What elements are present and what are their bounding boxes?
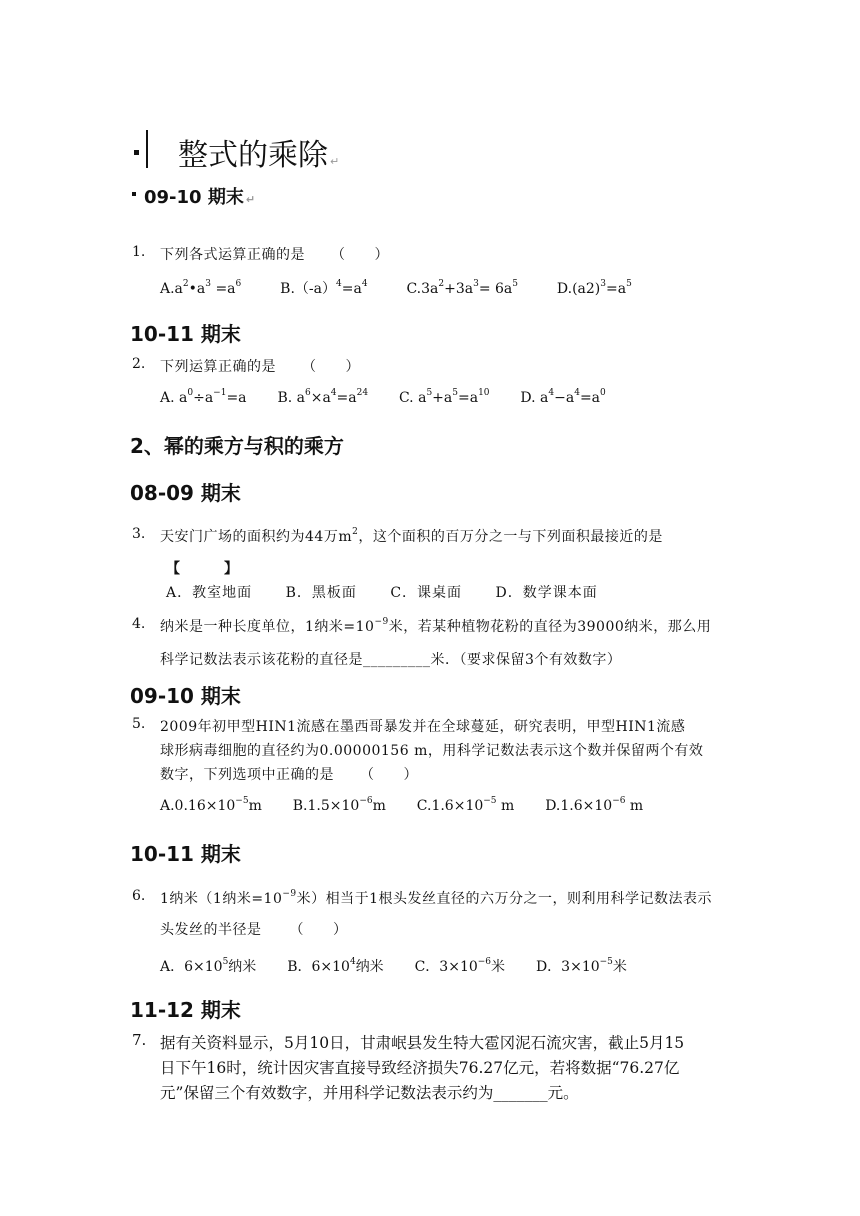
option-a: $A.a^2•a^3 =a^6$ [160, 279, 242, 297]
question-number: 6. [132, 888, 146, 904]
option-a: A．教室地面 [166, 585, 253, 601]
question-number: 2. [132, 356, 146, 372]
question-text-line: 球形病毒细胞的直径约为0.00000156 m，用科学记数法表示这个数并保留两个有效 [160, 743, 704, 759]
question-number: 1. [132, 244, 146, 260]
option-c: C. $a^5+a^5=a^{10}$ [398, 388, 490, 406]
question-text-line: 科学记数法表示该花粉的直径是_________米．（要求保留3个有效数字） [160, 652, 622, 668]
section-heading: 08-09 期末 [130, 481, 241, 505]
question-options [160, 390, 606, 406]
question-number: 4. [132, 616, 146, 632]
sub-heading: 09-10 期末 ↵ [144, 187, 256, 208]
question-text: 1纳米（1纳米$=10^{-9}$米）相当于1根头发丝直径的六万分之一，则利用科学记数法表示 [160, 889, 713, 907]
option-b: B．黑板面 [285, 585, 357, 601]
question-options [160, 956, 627, 976]
section-heading: 11-12 期末 [130, 998, 241, 1022]
question-number: 3. [132, 526, 146, 542]
question-number: 7. [132, 1031, 147, 1049]
option-a: A. $a^0\div a^{-1}=a$ [160, 388, 247, 406]
question-text-line: 日下午16时，统计因灾害直接导致经济损失76.27亿元，若将数据“76.27亿 [160, 1059, 680, 1077]
option-c: C．课桌面 [390, 585, 463, 601]
option-b: $B.(-a)^4=a^4$ [280, 279, 368, 297]
option-d: D．$3\times 10^{-5}$米 [535, 957, 627, 975]
option-a: $A.0.16\times 10^{-5}m$ [160, 796, 262, 814]
option-a: A．$6\times 10^5$纳米 [160, 957, 257, 975]
question-text: 下列各式运算正确的是 （ ） [160, 247, 389, 263]
question-options [160, 278, 632, 298]
question-text-line: 头发丝的半径是 （ ） [160, 922, 348, 938]
question-text-line: 元”保留三个有效数字，并用科学记数法表示约为_______元。 [160, 1084, 579, 1102]
subheading-bullet [132, 192, 136, 196]
question-options [166, 582, 598, 602]
section-heading: 10-11 期末 [130, 322, 241, 346]
option-d: $D.(a2)^3=a^5$ [556, 279, 632, 297]
section-heading: 2、幂的乘方与积的乘方 [130, 434, 344, 458]
option-d: D．数学课本面 [495, 585, 598, 601]
question-number: 5. [132, 716, 146, 732]
question-text: 2009年初甲型HIN1流感在墨西哥暴发并在全球蔓延，研究表明，甲型HIN1流感 [160, 719, 686, 735]
question-text-line: 数字，下列选项中正确的是 （ ） [160, 767, 418, 783]
heading-bar [146, 130, 148, 168]
question-text: 据有关资料显示，5月10日，甘肃岷县发生特大雹冈泥石流灾害，截止5月15 [160, 1034, 685, 1052]
option-b: $B.1.5\times 10^{-6}m$ [292, 796, 386, 814]
heading-bullet [134, 150, 139, 155]
page-title: 整式的乘除 ↵ [178, 138, 340, 173]
question-text: 天安门广场的面积约为44万$m^2$，这个面积的百万分之一与下列面积最接近的是 [160, 527, 663, 545]
section-heading: 09-10 期末 [130, 684, 241, 708]
option-c: C．$3\times 10^{-6}$米 [414, 957, 506, 975]
option-c: $C.3a^2+3a^3= 6a^5$ [406, 279, 518, 297]
option-c: $C.1.6\times 10^{-5}$ m [416, 796, 515, 814]
option-d: D. $a^4-a^4=a^0$ [520, 388, 606, 406]
question-text: 下列运算正确的是 （ ） [160, 359, 360, 375]
question-text: 纳米是一种长度单位，1纳米$=10^{-9}$米，若某种植物花粉的直径为39000纳米，那么用 [160, 617, 712, 635]
option-d: $D.1.6\times 10^{-6}$ m [545, 796, 644, 814]
answer-bracket: 【 】 [166, 561, 239, 577]
option-b: B．$6\times 10^4$纳米 [287, 957, 384, 975]
question-options [160, 798, 643, 814]
section-heading: 10-11 期末 [130, 842, 241, 866]
option-b: B. $a^6\times a^4=a^{24}$ [277, 388, 369, 406]
